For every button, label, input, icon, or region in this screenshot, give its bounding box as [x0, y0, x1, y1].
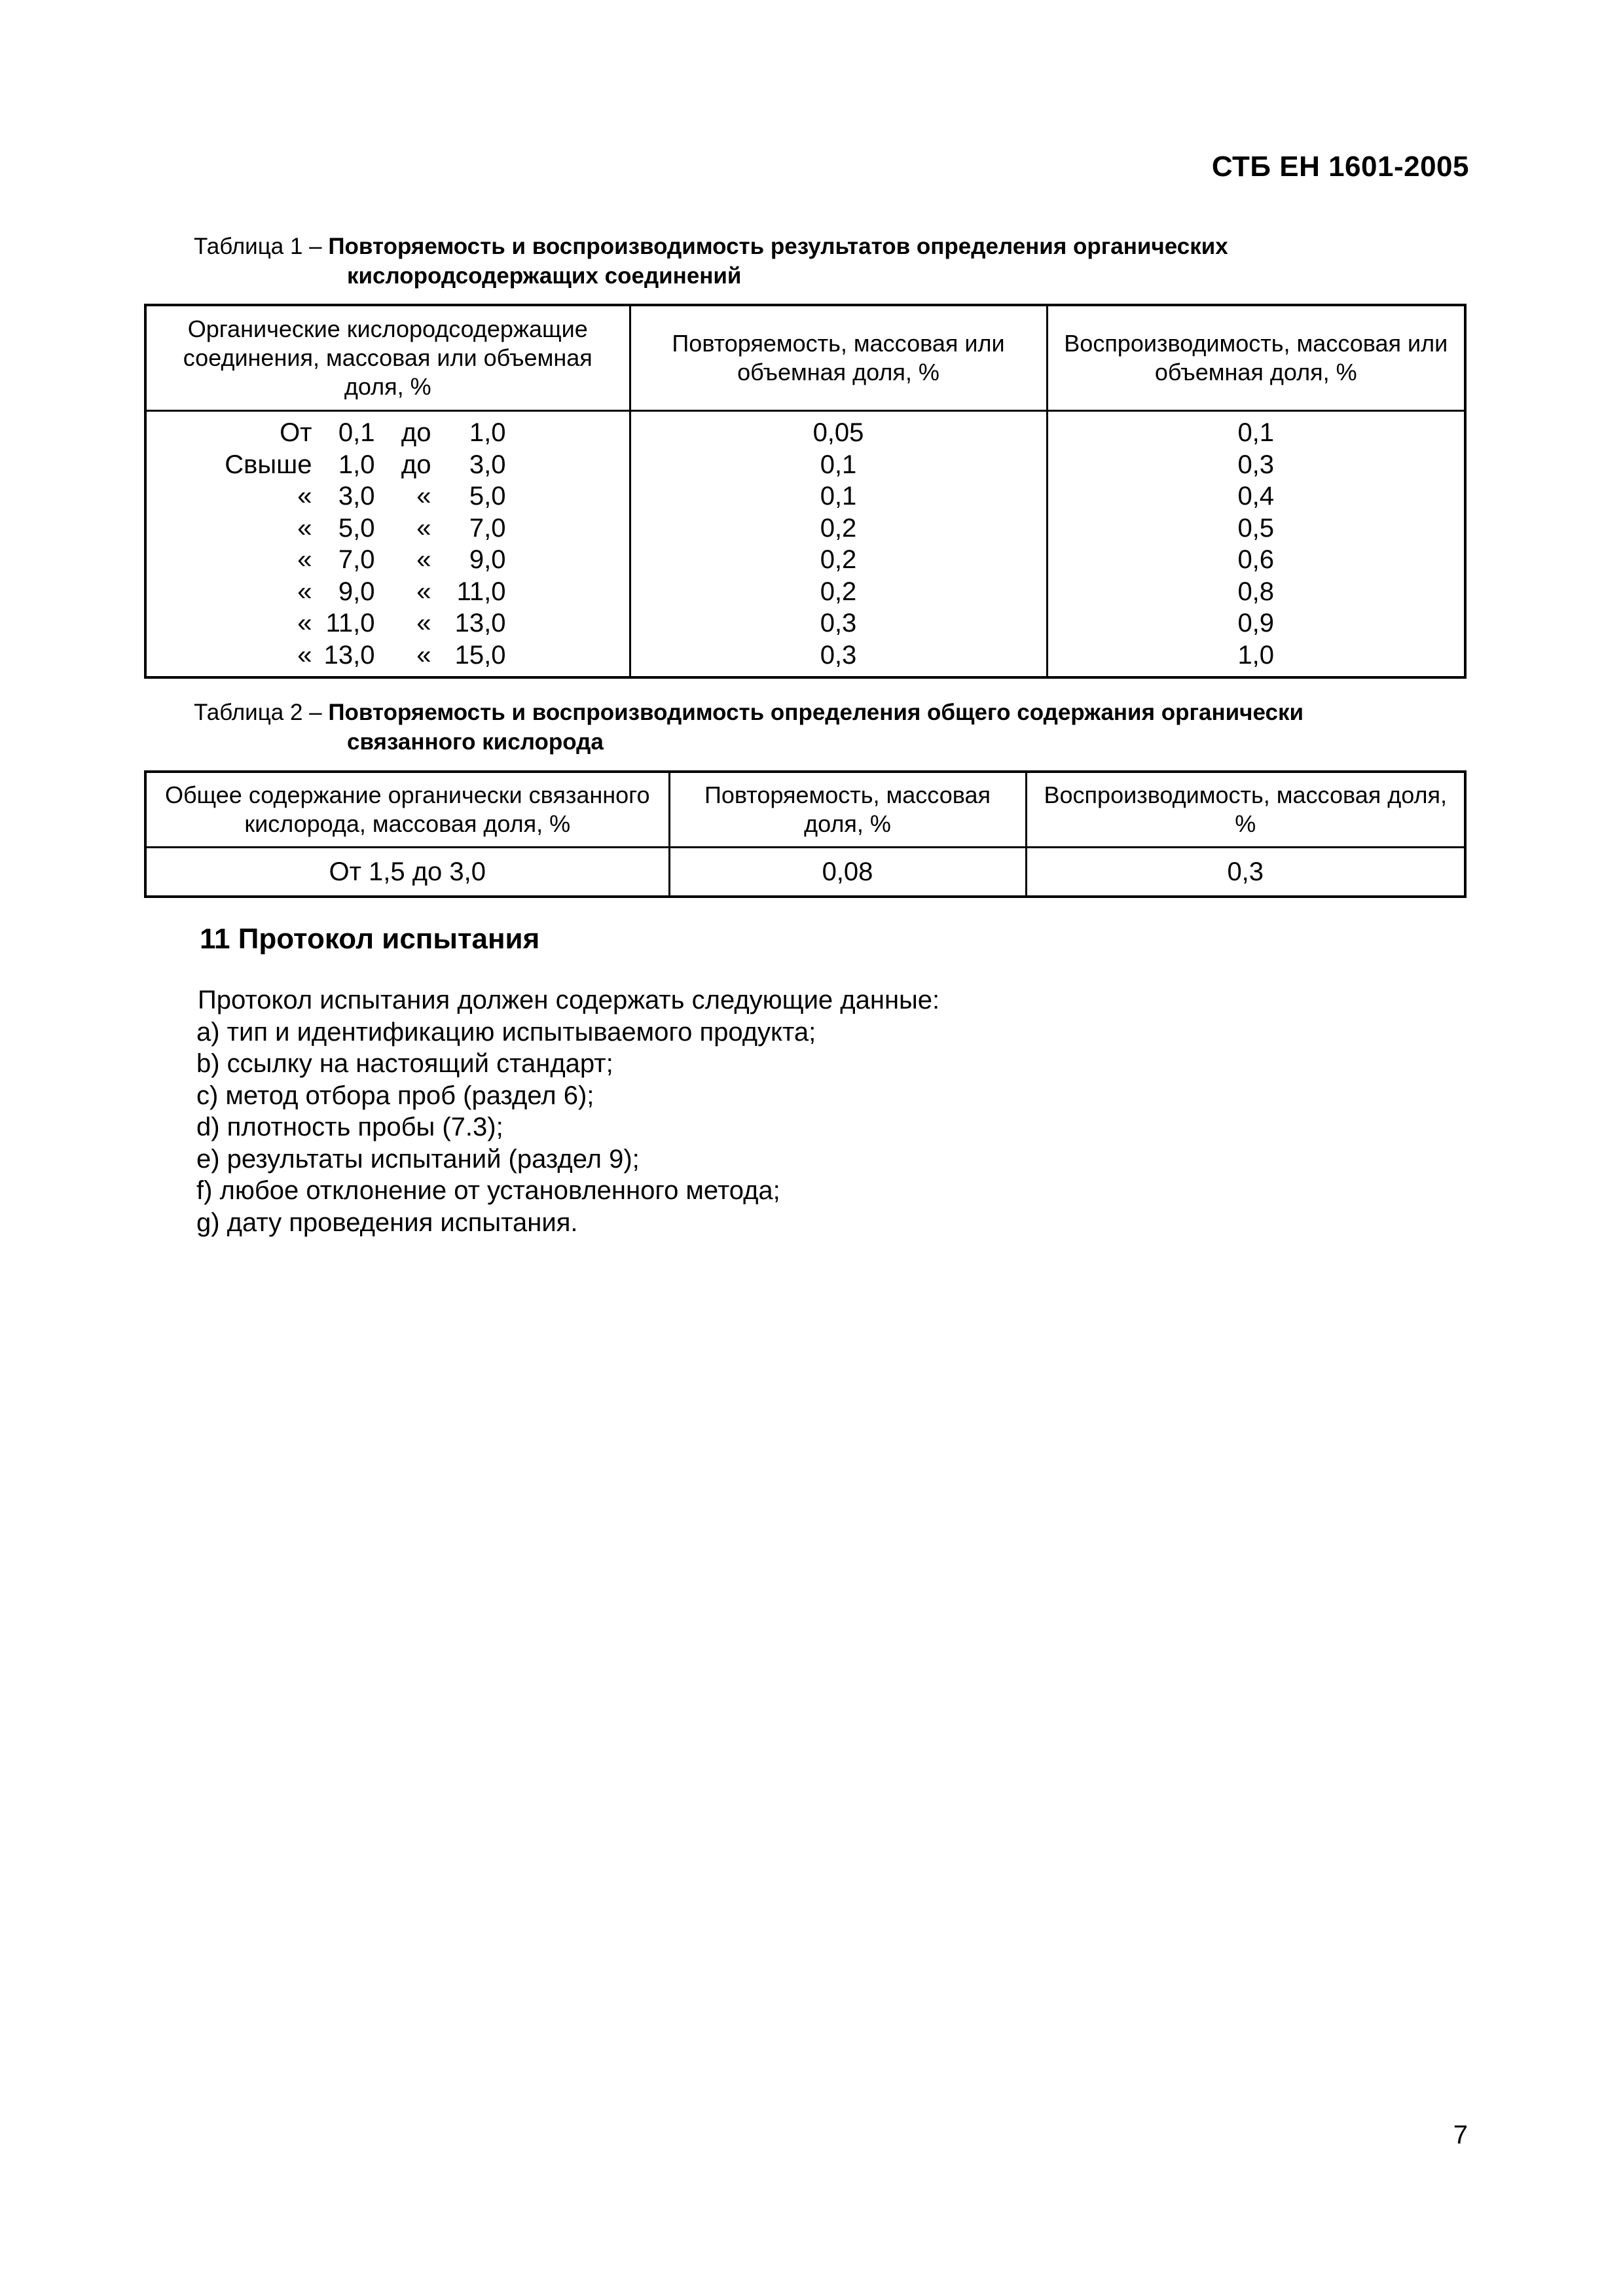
table-row: « 13,0 « 15,0 — [297, 640, 506, 670]
list-item: g) дату проведения испытания. — [196, 1208, 578, 1237]
table-cell: 0,8 — [1237, 577, 1275, 606]
table1-repeatability-column — [630, 411, 1047, 678]
table2-caption-lead: Таблица 2 – — [194, 700, 329, 725]
table-cell: 0,2 — [820, 545, 857, 574]
table1-header-cell: Воспроизводимость, массовая или объемная доля, % — [1047, 305, 1465, 411]
table1-caption-lead: Таблица 1 – — [194, 234, 329, 259]
table-cell: 0,2 — [820, 577, 857, 606]
table-cell: 0,5 — [1237, 513, 1275, 543]
table-row: « 7,0 « 9,0 — [297, 545, 506, 574]
table2-header-cell: Повторяемость, массовая доля, % — [669, 772, 1026, 848]
table-row: Свыше 1,0 до 3,0 — [225, 450, 506, 479]
table2-header-cell: Общее содержание органически связанного кислорода, массовая доля, % — [145, 772, 669, 848]
table-row: « 3,0 « 5,0 — [297, 482, 506, 511]
table2-caption — [194, 698, 1304, 757]
table-row: « 9,0 « 11,0 — [297, 577, 506, 606]
table2-header-cell: Воспроизводимость, массовая доля, % — [1026, 772, 1465, 848]
table1-caption-title: Повторяемость и воспроизводимость результатов определения органических — [328, 234, 1228, 259]
standard-code: СТБ ЕН 1601-2005 — [1211, 151, 1469, 183]
table2 — [144, 770, 1467, 898]
list-item: c) метод отбора проб (раздел 6); — [196, 1081, 594, 1110]
list-item: b) ссылку на настоящий стандарт; — [196, 1049, 613, 1078]
section-heading: 11 Протокол испытания — [200, 923, 540, 955]
table-cell: 0,1 — [820, 482, 857, 511]
table-cell: 0,08 — [669, 848, 1026, 897]
table1-reproducibility-column — [1047, 411, 1465, 678]
table2-caption-title-cont: связанного кислорода — [347, 729, 604, 755]
table-row: От 0,1 до 1,0 — [280, 418, 506, 447]
table2-caption-title: Повторяемость и воспроизводимость определения общего содержания органически — [328, 700, 1304, 725]
table-row — [145, 848, 1465, 897]
table2-header-row — [145, 772, 1465, 848]
table-cell: 1,0 — [1237, 640, 1275, 670]
section-intro: Протокол испытания должен содержать следующие данные: — [198, 986, 940, 1014]
table1-header-cell: Повторяемость, массовая или объемная доля, % — [630, 305, 1047, 411]
table-cell: 0,1 — [1237, 418, 1275, 447]
table-cell: 0,6 — [1237, 545, 1275, 574]
table-cell: 0,3 — [820, 640, 857, 670]
table-cell: 0,9 — [1237, 609, 1275, 637]
page-number: 7 — [1453, 2121, 1468, 2149]
table1-body — [145, 411, 1465, 678]
list-item: a) тип и идентификацию испытываемого продукта; — [196, 1017, 816, 1047]
table-cell: 0,05 — [812, 418, 864, 447]
table-cell: 0,3 — [1026, 848, 1465, 897]
table1-header-cell: Органические кислородсодержащие соединения, массовая или объемная доля, % — [145, 305, 630, 411]
section-body — [198, 984, 939, 1238]
table-row: « 5,0 « 7,0 — [297, 513, 506, 543]
table1 — [144, 304, 1467, 679]
table-cell: 0,1 — [820, 450, 857, 479]
table-row: « 11,0 « 13,0 — [297, 609, 506, 637]
list-item: f) любое отклонение от установленного метода; — [196, 1176, 780, 1205]
table1-caption — [194, 232, 1228, 291]
table-cell: 0,3 — [820, 609, 857, 637]
list-item: e) результаты испытаний (раздел 9); — [196, 1144, 640, 1174]
table-cell: 0,3 — [1237, 450, 1275, 479]
list-item: d) плотность пробы (7.3); — [196, 1113, 503, 1141]
table1-caption-title-cont: кислородсодержащих соединений — [347, 263, 742, 289]
table1-range-column — [145, 411, 630, 678]
table-cell: 0,4 — [1237, 482, 1275, 511]
table1-header-row — [145, 305, 1465, 411]
table-cell: От 1,5 до 3,0 — [145, 848, 669, 897]
table-cell: 0,2 — [820, 513, 857, 543]
